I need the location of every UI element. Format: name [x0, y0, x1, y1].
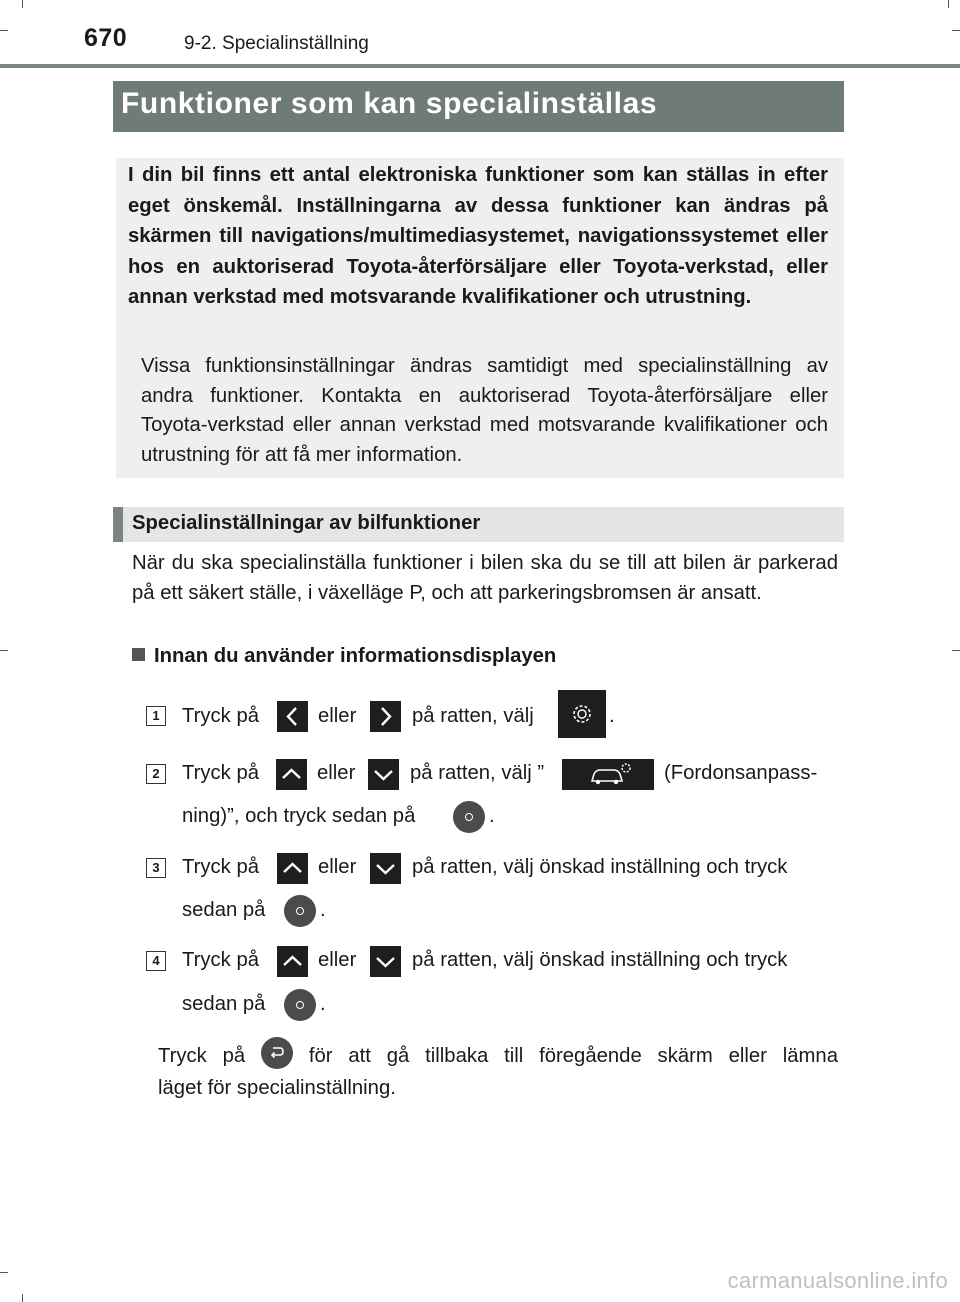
square-bullet-icon [132, 648, 145, 661]
step-3-text-e: sedan på [182, 899, 266, 921]
bullet-heading-text: Innan du använder informationsdisplayen [154, 645, 557, 667]
chevron-up-icon [277, 946, 308, 977]
watermark: carmanualsonline.info [727, 1268, 948, 1293]
intro-note: Vissa funktionsinställningar ändras samtidigt med specialinställning av andra funktioner. Kontakta en auktoriserad Toyota-återförsäljare eller Toyota-verkstad eller annan verkstad med motsvarande kvalifikationer och utrustning för att få mer information. [141, 355, 828, 466]
chevron-down-icon [370, 853, 401, 884]
step-4-text-c: på ratten, välj önskad inställning och tryck [412, 949, 788, 971]
chevron-left-icon [277, 701, 308, 732]
header-rule [0, 64, 960, 68]
crop-mark [0, 650, 8, 651]
outro-word: till [504, 1045, 524, 1067]
step-3-text-f: . [320, 899, 326, 921]
step-4-text-f: . [320, 993, 326, 1015]
outro-word: tillbaka [425, 1045, 489, 1067]
crop-mark [22, 1294, 23, 1302]
step-number-4: 4 [146, 951, 166, 971]
gear-icon [558, 690, 606, 738]
enter-ring-icon [296, 1001, 304, 1009]
outro-word: eller [728, 1045, 767, 1067]
step-2-text-c: på ratten, välj ” [410, 762, 545, 784]
outro-word: föregående [539, 1045, 642, 1067]
outro-word: skärm [657, 1045, 713, 1067]
step-2-text-e: ning)”, och tryck sedan på [182, 805, 416, 827]
enter-ring-icon [296, 907, 304, 915]
step-3-text-c: på ratten, välj önskad inställning och tryck [412, 856, 788, 878]
outro-word: för [308, 1045, 333, 1067]
page-title: Funktioner som kan specialinställas [121, 87, 658, 120]
page-number: 670 [84, 24, 128, 52]
step-4-text-a: Tryck på [182, 949, 260, 971]
step-number-3: 3 [146, 858, 166, 878]
subsection-title: Specialinställningar av bilfunktioner [132, 512, 481, 534]
chevron-up-icon [277, 853, 308, 884]
enter-button-icon [284, 895, 316, 927]
return-note [158, 1040, 838, 1104]
step-1-text-c: på ratten, välj [412, 705, 534, 727]
step-1-text-a: Tryck på [182, 705, 260, 727]
step-3-text-a: Tryck på [182, 856, 260, 878]
outro-word: att [348, 1045, 371, 1067]
return-note-line-1 [158, 1040, 838, 1072]
enter-ring-icon [465, 813, 473, 821]
chevron-down-icon [368, 759, 399, 790]
return-icon [261, 1037, 293, 1069]
step-number-2: 2 [146, 764, 166, 784]
chevron-down-icon [370, 946, 401, 977]
step-1-text-b: eller [318, 705, 357, 727]
step-2-text-d: (Fordonsanpass- [664, 762, 818, 784]
step-2-text-a: Tryck på [182, 762, 260, 784]
vehicle-settings-icon [562, 759, 654, 790]
step-4-text-b: eller [318, 949, 357, 971]
intro-text: I din bil finns ett antal elektroniska funktioner som kan ställas in efter eget önskemål. Inställningarna av dessa funktioner kan ändras på skärmen till navigations/multimediasystemet, navigationssystemet eller hos en auktoriserad Toyota-återförsäljare eller Toyota-verkstad, eller annan verkstad med motsvarande kvalifikationer och utrustning. [128, 164, 828, 309]
chevron-right-icon [370, 701, 401, 732]
step-1-text-d: . [609, 705, 615, 727]
step-4-text-e: sedan på [182, 993, 266, 1015]
enter-button-icon [453, 801, 485, 833]
step-3-text-b: eller [318, 856, 357, 878]
bullet-heading [132, 645, 556, 668]
section-label: 9-2. Specialinställning [184, 33, 369, 54]
return-note-line-2: läget för specialinställning. [158, 1077, 396, 1099]
step-2-text-b: eller [317, 762, 356, 784]
page-title-bar [113, 81, 844, 132]
chevron-up-icon [276, 759, 307, 790]
step-2-text-f: . [489, 805, 495, 827]
subsection-bar [113, 507, 844, 542]
outro-word: gå [386, 1045, 410, 1067]
page-header [0, 0, 960, 66]
step-number-1: 1 [146, 706, 166, 726]
enter-button-icon [284, 989, 316, 1021]
body-paragraph: När du ska specialinställa funktioner i bilen ska du se till att bilen är parkerad på ett säkert ställe, i växelläge P, och att parkeringsbromsen är ansatt. [132, 552, 838, 604]
outro-word: lämna [782, 1045, 838, 1067]
return-button-shape [261, 1037, 293, 1069]
crop-mark [952, 650, 960, 651]
crop-mark [0, 1272, 8, 1273]
intro-box [116, 158, 844, 478]
outro-word: Tryck [158, 1045, 207, 1067]
outro-word: på [222, 1045, 246, 1067]
